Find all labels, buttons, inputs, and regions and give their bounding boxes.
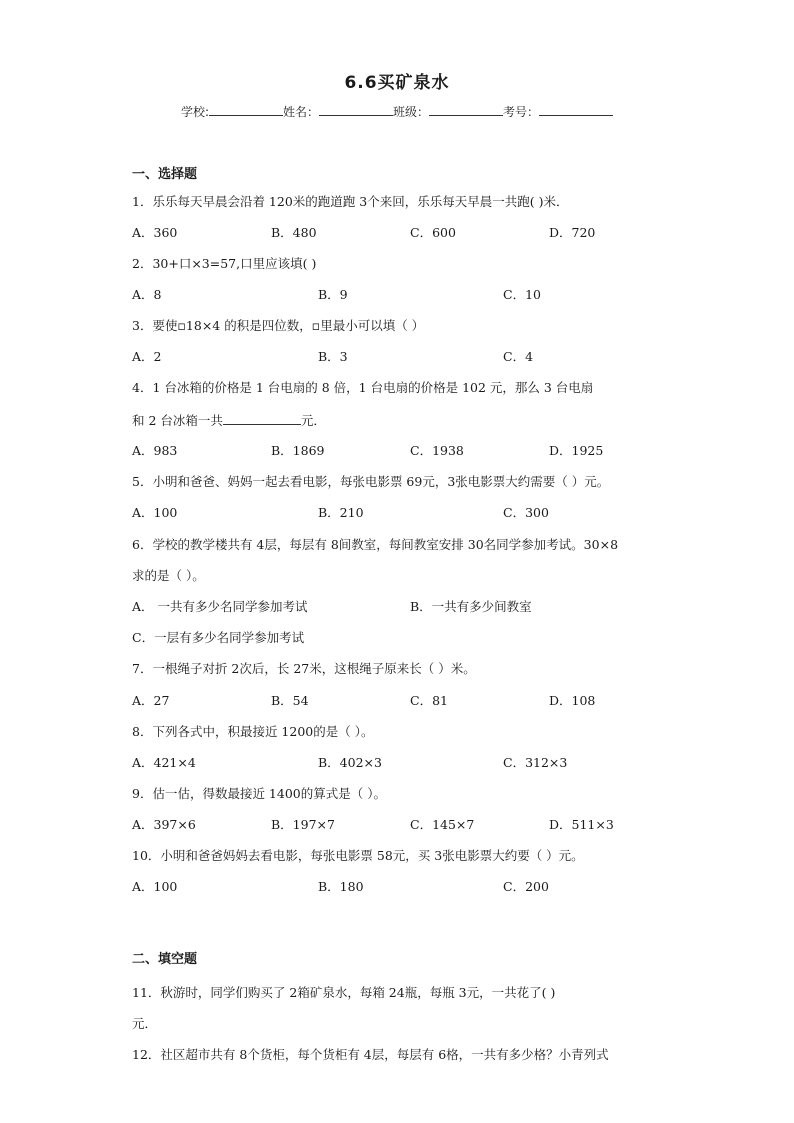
question-10-option-b[interactable]: B．180: [318, 879, 364, 894]
question-11-stem-line1: 11．秋游时，同学们购买了 2箱矿泉水，每箱 24瓶，每瓶 3元，一共花了( ): [132, 985, 556, 1000]
question-7-option-a[interactable]: A．27: [132, 693, 170, 708]
question-9-option-a[interactable]: A．397×6: [132, 817, 196, 832]
question-7-option-d[interactable]: D．108: [549, 693, 596, 708]
class-label: 班级：: [393, 105, 430, 119]
question-1-option-a[interactable]: A．360: [132, 225, 178, 240]
class-blank[interactable]: [429, 103, 503, 116]
question-6-stem-line2: 求的是（ ）。: [132, 568, 205, 583]
question-10-option-a[interactable]: A．100: [132, 879, 178, 894]
question-8-option-c[interactable]: C．312×3: [503, 755, 568, 770]
question-6-stem-line1: 6．学校的教学楼共有 4层，每层有 8间教室，每间教室安排 30名同学参加考试。30×8: [132, 537, 619, 552]
question-9-option-d[interactable]: D．511×3: [549, 817, 614, 832]
school-blank[interactable]: [209, 103, 283, 116]
question-6-option-c[interactable]: C．一层有多少名同学参加考试: [132, 630, 305, 645]
exam-no-blank[interactable]: [539, 103, 613, 116]
question-10-option-c[interactable]: C．200: [503, 879, 549, 894]
question-9-option-c[interactable]: C．145×7: [410, 817, 475, 832]
student-info-line: [0, 103, 794, 120]
question-3-stem: 3．要使▫18×4 的积是四位数，▫里最小可以填（ ）: [132, 318, 425, 333]
question-5-option-b[interactable]: B．210: [318, 505, 364, 520]
school-label: 学校:: [180, 105, 209, 119]
question-1-option-c[interactable]: C．600: [410, 225, 456, 240]
question-1-stem: 1．乐乐每天早晨会沿着 120米的跑道跑 3个来回，乐乐每天早晨一共跑( )米．: [132, 194, 569, 209]
question-6-option-b[interactable]: B．一共有多少间教室: [410, 599, 532, 614]
section-heading-fill: 二、填空题: [132, 952, 198, 967]
question-1-option-b[interactable]: B．480: [271, 225, 317, 240]
question-3-option-c[interactable]: C．4: [503, 349, 534, 364]
question-9-stem: 9．估一估，得数最接近 1400的算式是（ ）。: [132, 786, 386, 801]
question-7-option-c[interactable]: C．81: [410, 693, 448, 708]
question-2-stem: 2．30+口×3=57,口里应该填( ): [132, 256, 317, 271]
question-7-stem: 7．一根绳子对折 2次后，长 27米，这根绳子原来长（ ）米。: [132, 661, 476, 676]
page-title: 6.6买矿泉水: [344, 73, 450, 93]
question-4-option-d[interactable]: D．1925: [549, 443, 604, 458]
name-blank[interactable]: [319, 103, 393, 116]
question-7-option-b[interactable]: B．54: [271, 693, 309, 708]
question-11-stem-line2: 元．: [132, 1016, 158, 1031]
question-8-option-a[interactable]: A．421×4: [132, 755, 196, 770]
question-2-option-c[interactable]: C．10: [503, 287, 541, 302]
question-4-answer-blank[interactable]: [223, 412, 301, 425]
question-6-option-a[interactable]: A． 一共有多少名同学参加考试: [132, 599, 308, 614]
question-8-option-b[interactable]: B．402×3: [318, 755, 382, 770]
question-8-stem: 8．下列各式中，积最接近 1200的是（ ）。: [132, 724, 374, 739]
question-4-option-b[interactable]: B．1869: [271, 443, 325, 458]
question-1-option-d[interactable]: D．720: [549, 225, 596, 240]
question-4-stem-post: 元．: [300, 413, 326, 428]
name-label: 姓名：: [283, 105, 320, 119]
question-5-option-a[interactable]: A．100: [132, 505, 178, 520]
question-9-option-b[interactable]: B．197×7: [271, 817, 335, 832]
question-5-option-c[interactable]: C．300: [503, 505, 549, 520]
question-4-stem-pre: 和 2 台冰箱一共: [132, 413, 223, 428]
question-4-option-c[interactable]: C．1938: [410, 443, 464, 458]
section-heading-choice: 一、选择题: [132, 167, 198, 182]
question-3-option-b[interactable]: B．3: [318, 349, 348, 364]
question-4-stem-line1: 4．1 台冰箱的价格是 1 台电扇的 8 倍，1 台电扇的价格是 102 元，那么 3 台电扇: [132, 380, 594, 395]
question-3-option-a[interactable]: A．2: [132, 349, 162, 364]
question-2-option-b[interactable]: B．9: [318, 287, 348, 302]
exam-no-label: 考号：: [503, 105, 540, 119]
question-5-stem: 5．小明和爸爸、妈妈一起去看电影，每张电影票 69元，3张电影票大约需要（ ）元。: [132, 474, 610, 489]
question-12-stem-line1: 12．社区超市共有 8个货柜，每个货柜有 4层，每层有 6格，一共有多少格？小青列式: [132, 1047, 609, 1062]
question-10-stem: 10．小明和爸爸妈妈去看电影，每张电影票 58元，买 3张电影票大约要（ ）元。: [132, 848, 584, 863]
question-4-stem-line2: [132, 412, 326, 429]
question-2-option-a[interactable]: A．8: [132, 287, 162, 302]
question-4-option-a[interactable]: A．983: [132, 443, 178, 458]
